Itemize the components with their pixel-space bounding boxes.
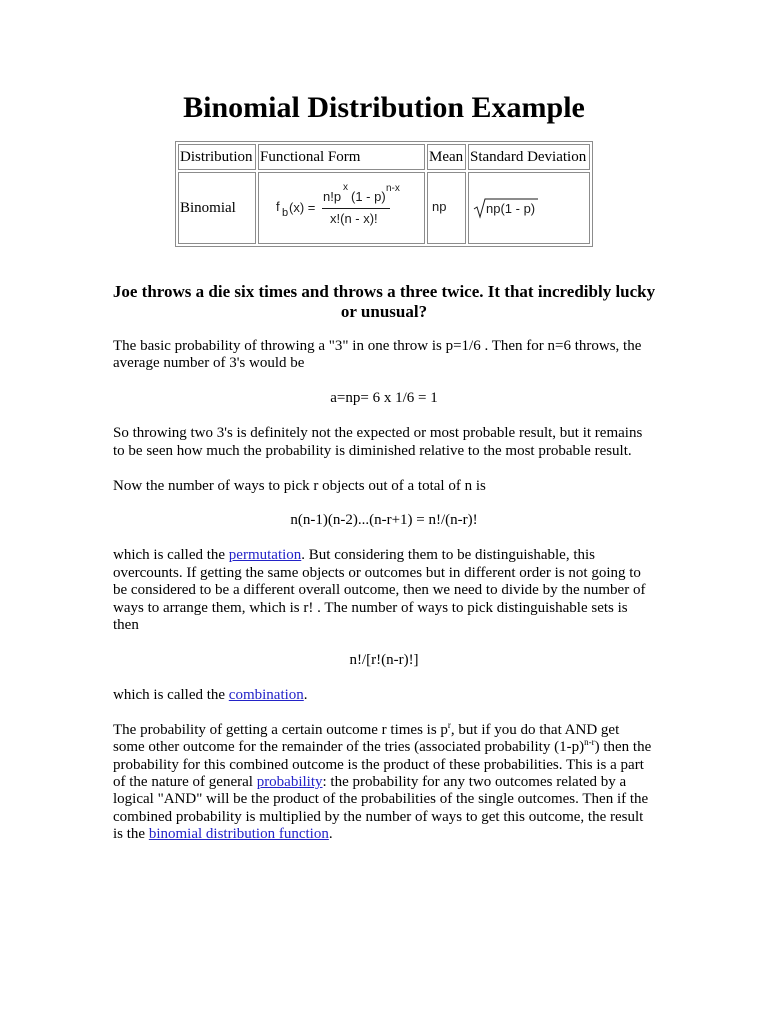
binomial-distribution-function-link[interactable]: binomial distribution function [148,826,329,843]
probability-link[interactable]: probability [256,773,323,790]
text-line: then [113,616,139,633]
text-line: to be seen how much the probability is diminished relative to the most probable result. [113,442,632,459]
text-line: logical "AND" will be the product of the probabilities of the single outcomes. Then if the [113,791,649,808]
formula-argument: (x) = [289,200,316,215]
text-line: average number of 3's would be [113,355,305,372]
std-dev-radicand: np(1 - p) [486,201,536,216]
text-line: be considered to be a different overall outcome, then we need to divide by the number of [113,582,646,599]
text-line: overcounts. If getting the same objects or outcomes but in different order is not going to [113,564,641,581]
text-segment: which is called the [113,686,229,703]
text-line [113,774,655,791]
paragraph-permutation [113,547,655,634]
superscript: r [447,719,451,730]
article-body [113,338,655,861]
text-segment: . [328,826,333,843]
question-line: or unusual? [340,301,428,321]
fraction-bar [322,208,390,209]
text-segment: . But considering them to be distinguishable, this [301,547,596,564]
text-line: The basic probability of throwing a "3" in one throw is p=1/6 . Then for n=6 throws, the [113,338,642,354]
permutation-link[interactable]: permutation [228,547,302,564]
combination-link[interactable]: combination [228,686,304,703]
text-line: ways to arrange them, which is r! . The number of ways to pick distinguishable sets is [113,599,628,616]
text-line: probability for this combined outcome is the product of these probabilities. This is a part [113,756,644,773]
header-standard-deviation: Standard Deviation [468,144,590,170]
header-distribution: Distribution [178,144,256,170]
header-mean: Mean [427,144,466,170]
equation-combination: n!/[r!(n-r)!] [349,651,419,668]
question-line: Joe throws a die six times and throws a three twice. It that incredibly lucky [112,282,656,301]
text-line [113,719,655,739]
formula-numerator-exponent: n-x [386,183,400,194]
text-line [113,547,655,564]
distribution-table [175,141,593,247]
formula-numerator-exponent: x [343,182,348,193]
text-line: Now the number of ways to pick r objects out of a total of n is [113,477,486,494]
text-line: combined probability is multiplied by the number of ways to get this outcome, the result [113,808,644,825]
cell-functional-form [258,172,425,244]
formula-function-symbol: f [276,199,280,214]
text-line [113,739,655,756]
paragraph-binomial-probability [113,719,655,844]
formula-numerator-part: n!p [323,189,342,204]
text-segment: is the [113,826,149,843]
cell-mean [427,172,466,244]
text-segment: some other outcome for the remainder of the tries (associated probability (1-p) [113,739,585,756]
mean-value: np [432,199,447,214]
text-line [113,687,655,704]
paragraph-ways-to-pick [113,478,655,495]
cell-standard-deviation [468,172,590,244]
text-line: So throwing two 3's is definitely not the expected or most probable result, but it remains [113,425,643,442]
header-functional-form: Functional Form [258,144,425,170]
formula-function-subscript: b [282,207,289,219]
text-segment: which is called the [113,547,229,564]
question-heading [111,282,657,321]
formula-numerator-part: (1 - p) [351,189,386,204]
text-line [113,826,655,843]
text-segment: of the nature of general [113,773,257,790]
paragraph-expected-result [113,425,655,460]
formula-denominator: x!(n - x)! [330,211,378,226]
text-segment: ) then the [594,739,652,756]
equation-mean: a=np= 6 x 1/6 = 1 [330,390,438,407]
equation-permutation: n(n-1)(n-2)...(n-r+1) = n!/(n-r)! [290,512,478,529]
text-segment: . [303,686,308,703]
superscript: n-r [584,737,595,748]
paragraph-basic-probability [113,338,655,373]
text-segment: : the probability for any two outcomes related by a [322,773,627,790]
paragraph-combination [113,687,655,704]
cell-distribution-name: Binomial [178,172,256,244]
text-segment: The probability of getting a certain outcome r times is p [113,721,448,738]
page-title: Binomial Distribution Example [183,91,585,124]
text-segment: , but if you do that AND get [450,721,620,738]
